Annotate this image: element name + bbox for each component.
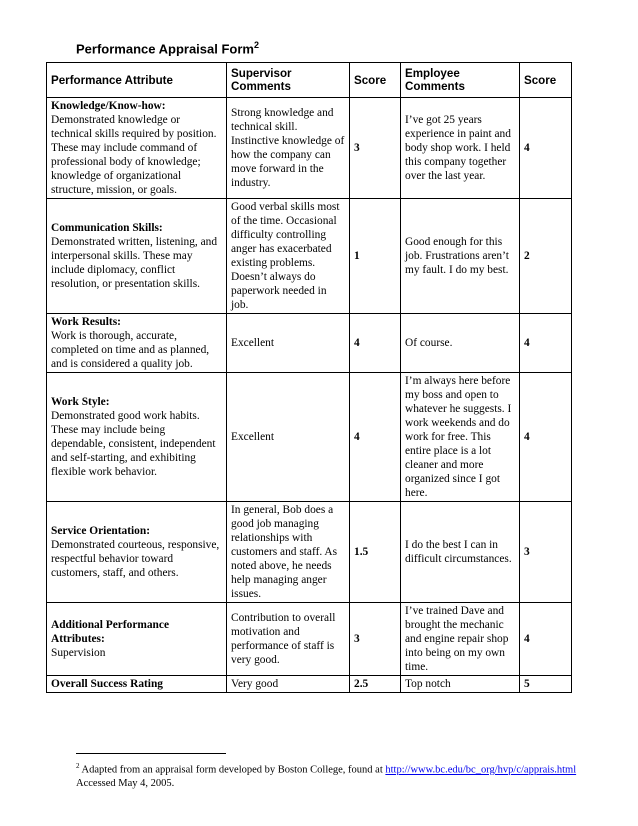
supervisor-score: 3 bbox=[350, 98, 401, 199]
form-title-text: Performance Appraisal Form bbox=[76, 41, 254, 57]
supervisor-score: 1 bbox=[350, 199, 401, 314]
form-title bbox=[76, 40, 259, 56]
supervisor-score: 4 bbox=[350, 373, 401, 502]
attribute-description: Demonstrated good work habits. These may include being dependable, consistent, independent and self-starting, and exhibiting flexible work behavior. bbox=[51, 410, 216, 478]
attribute-cell bbox=[47, 603, 227, 676]
footnote bbox=[76, 760, 596, 790]
header-supervisor-comments: Supervisor Comments bbox=[227, 63, 350, 98]
employee-comment: I’ve trained Dave and brought the mechanic and engine repair shop into being on my own time. bbox=[401, 603, 520, 676]
table-row bbox=[47, 676, 572, 693]
attribute-title: Work Style: bbox=[51, 396, 110, 408]
attribute-description: Demonstrated courteous, responsive, respectful behavior toward customers, staff, and others. bbox=[51, 539, 220, 579]
attribute-cell bbox=[47, 373, 227, 502]
header-score: Score bbox=[520, 63, 572, 98]
header-score: Score bbox=[350, 63, 401, 98]
employee-comment: I’m always here before my boss and open to whatever he suggests. I work weekends and do work for free. This entire place is a lot cleaner and more organized since I got here. bbox=[401, 373, 520, 502]
supervisor-comment: In general, Bob does a good job managing relationships with customers and staff. As noted above, he needs help managing anger issues. bbox=[227, 502, 350, 603]
attribute-cell bbox=[47, 98, 227, 199]
supervisor-comment: Excellent bbox=[227, 373, 350, 502]
attribute-title: Overall Success Rating bbox=[51, 678, 163, 690]
attribute-description: Supervision bbox=[51, 647, 106, 659]
attribute-cell bbox=[47, 676, 227, 693]
supervisor-comment: Good verbal skills most of the time. Occasional difficulty controlling anger has exacerbated existing problems. Doesn’t always do paperwork needed in job. bbox=[227, 199, 350, 314]
attribute-title: Work Results: bbox=[51, 316, 121, 328]
employee-score: 4 bbox=[520, 373, 572, 502]
footnote-text: Adapted from an appraisal form developed by Boston College, found at bbox=[81, 764, 383, 776]
footnote-accessed: Accessed May 4, 2005. bbox=[76, 777, 175, 789]
employee-comment: I do the best I can in difficult circumstances. bbox=[401, 502, 520, 603]
header-attribute: Performance Attribute bbox=[47, 63, 227, 98]
employee-score: 4 bbox=[520, 603, 572, 676]
attribute-description: Demonstrated knowledge or technical skills required by position. These may include command of professional body of knowledge; knowledge of organizational structure, mission, or goals. bbox=[51, 114, 217, 196]
footnote-marker: 2 bbox=[253, 40, 259, 50]
attribute-cell bbox=[47, 199, 227, 314]
supervisor-score: 1.5 bbox=[350, 502, 401, 603]
header-row bbox=[47, 63, 572, 98]
attribute-title: Service Orientation: bbox=[51, 525, 151, 537]
employee-score: 4 bbox=[520, 98, 572, 199]
supervisor-comment: Strong knowledge and technical skill. Instinctive knowledge of how the company can move forward in the industry. bbox=[227, 98, 350, 199]
employee-comment: Top notch bbox=[401, 676, 520, 693]
attribute-title: Communication Skills: bbox=[51, 222, 163, 234]
footnote-link[interactable]: http://www.bc.edu/bc_org/hvp/c/apprais.html bbox=[385, 764, 577, 776]
employee-score: 4 bbox=[520, 314, 572, 373]
table-row bbox=[47, 502, 572, 603]
employee-comment: Good enough for this job. Frustrations aren’t my fault. I do my best. bbox=[401, 199, 520, 314]
table-row bbox=[47, 603, 572, 676]
attribute-description: Work is thorough, accurate, completed on time and as planned, and is considered a quality job. bbox=[51, 330, 210, 370]
table-row bbox=[47, 373, 572, 502]
supervisor-comment: Very good bbox=[227, 676, 350, 693]
employee-score: 5 bbox=[520, 676, 572, 693]
supervisor-score: 3 bbox=[350, 603, 401, 676]
header-employee-comments: Employee Comments bbox=[401, 63, 520, 98]
employee-score: 3 bbox=[520, 502, 572, 603]
employee-comment: Of course. bbox=[401, 314, 520, 373]
supervisor-comment: Excellent bbox=[227, 314, 350, 373]
supervisor-comment: Contribution to overall motivation and performance of staff is very good. bbox=[227, 603, 350, 676]
footnote-divider bbox=[76, 753, 226, 754]
employee-comment: I’ve got 25 years experience in paint and body shop work. I held this company together over the last year. bbox=[401, 98, 520, 199]
attribute-description: Demonstrated written, listening, and interpersonal skills. These may include diplomacy, conflict resolution, or presentation skills. bbox=[51, 236, 218, 290]
attribute-cell bbox=[47, 314, 227, 373]
footnote-marker: 2 bbox=[76, 762, 80, 770]
table-row bbox=[47, 314, 572, 373]
supervisor-score: 2.5 bbox=[350, 676, 401, 693]
supervisor-score: 4 bbox=[350, 314, 401, 373]
attribute-title: Additional Performance Attributes: bbox=[51, 619, 169, 645]
table-row bbox=[47, 199, 572, 314]
appraisal-table bbox=[46, 62, 572, 693]
attribute-cell bbox=[47, 502, 227, 603]
attribute-title: Knowledge/Know-how: bbox=[51, 100, 166, 112]
table-row bbox=[47, 98, 572, 199]
employee-score: 2 bbox=[520, 199, 572, 314]
